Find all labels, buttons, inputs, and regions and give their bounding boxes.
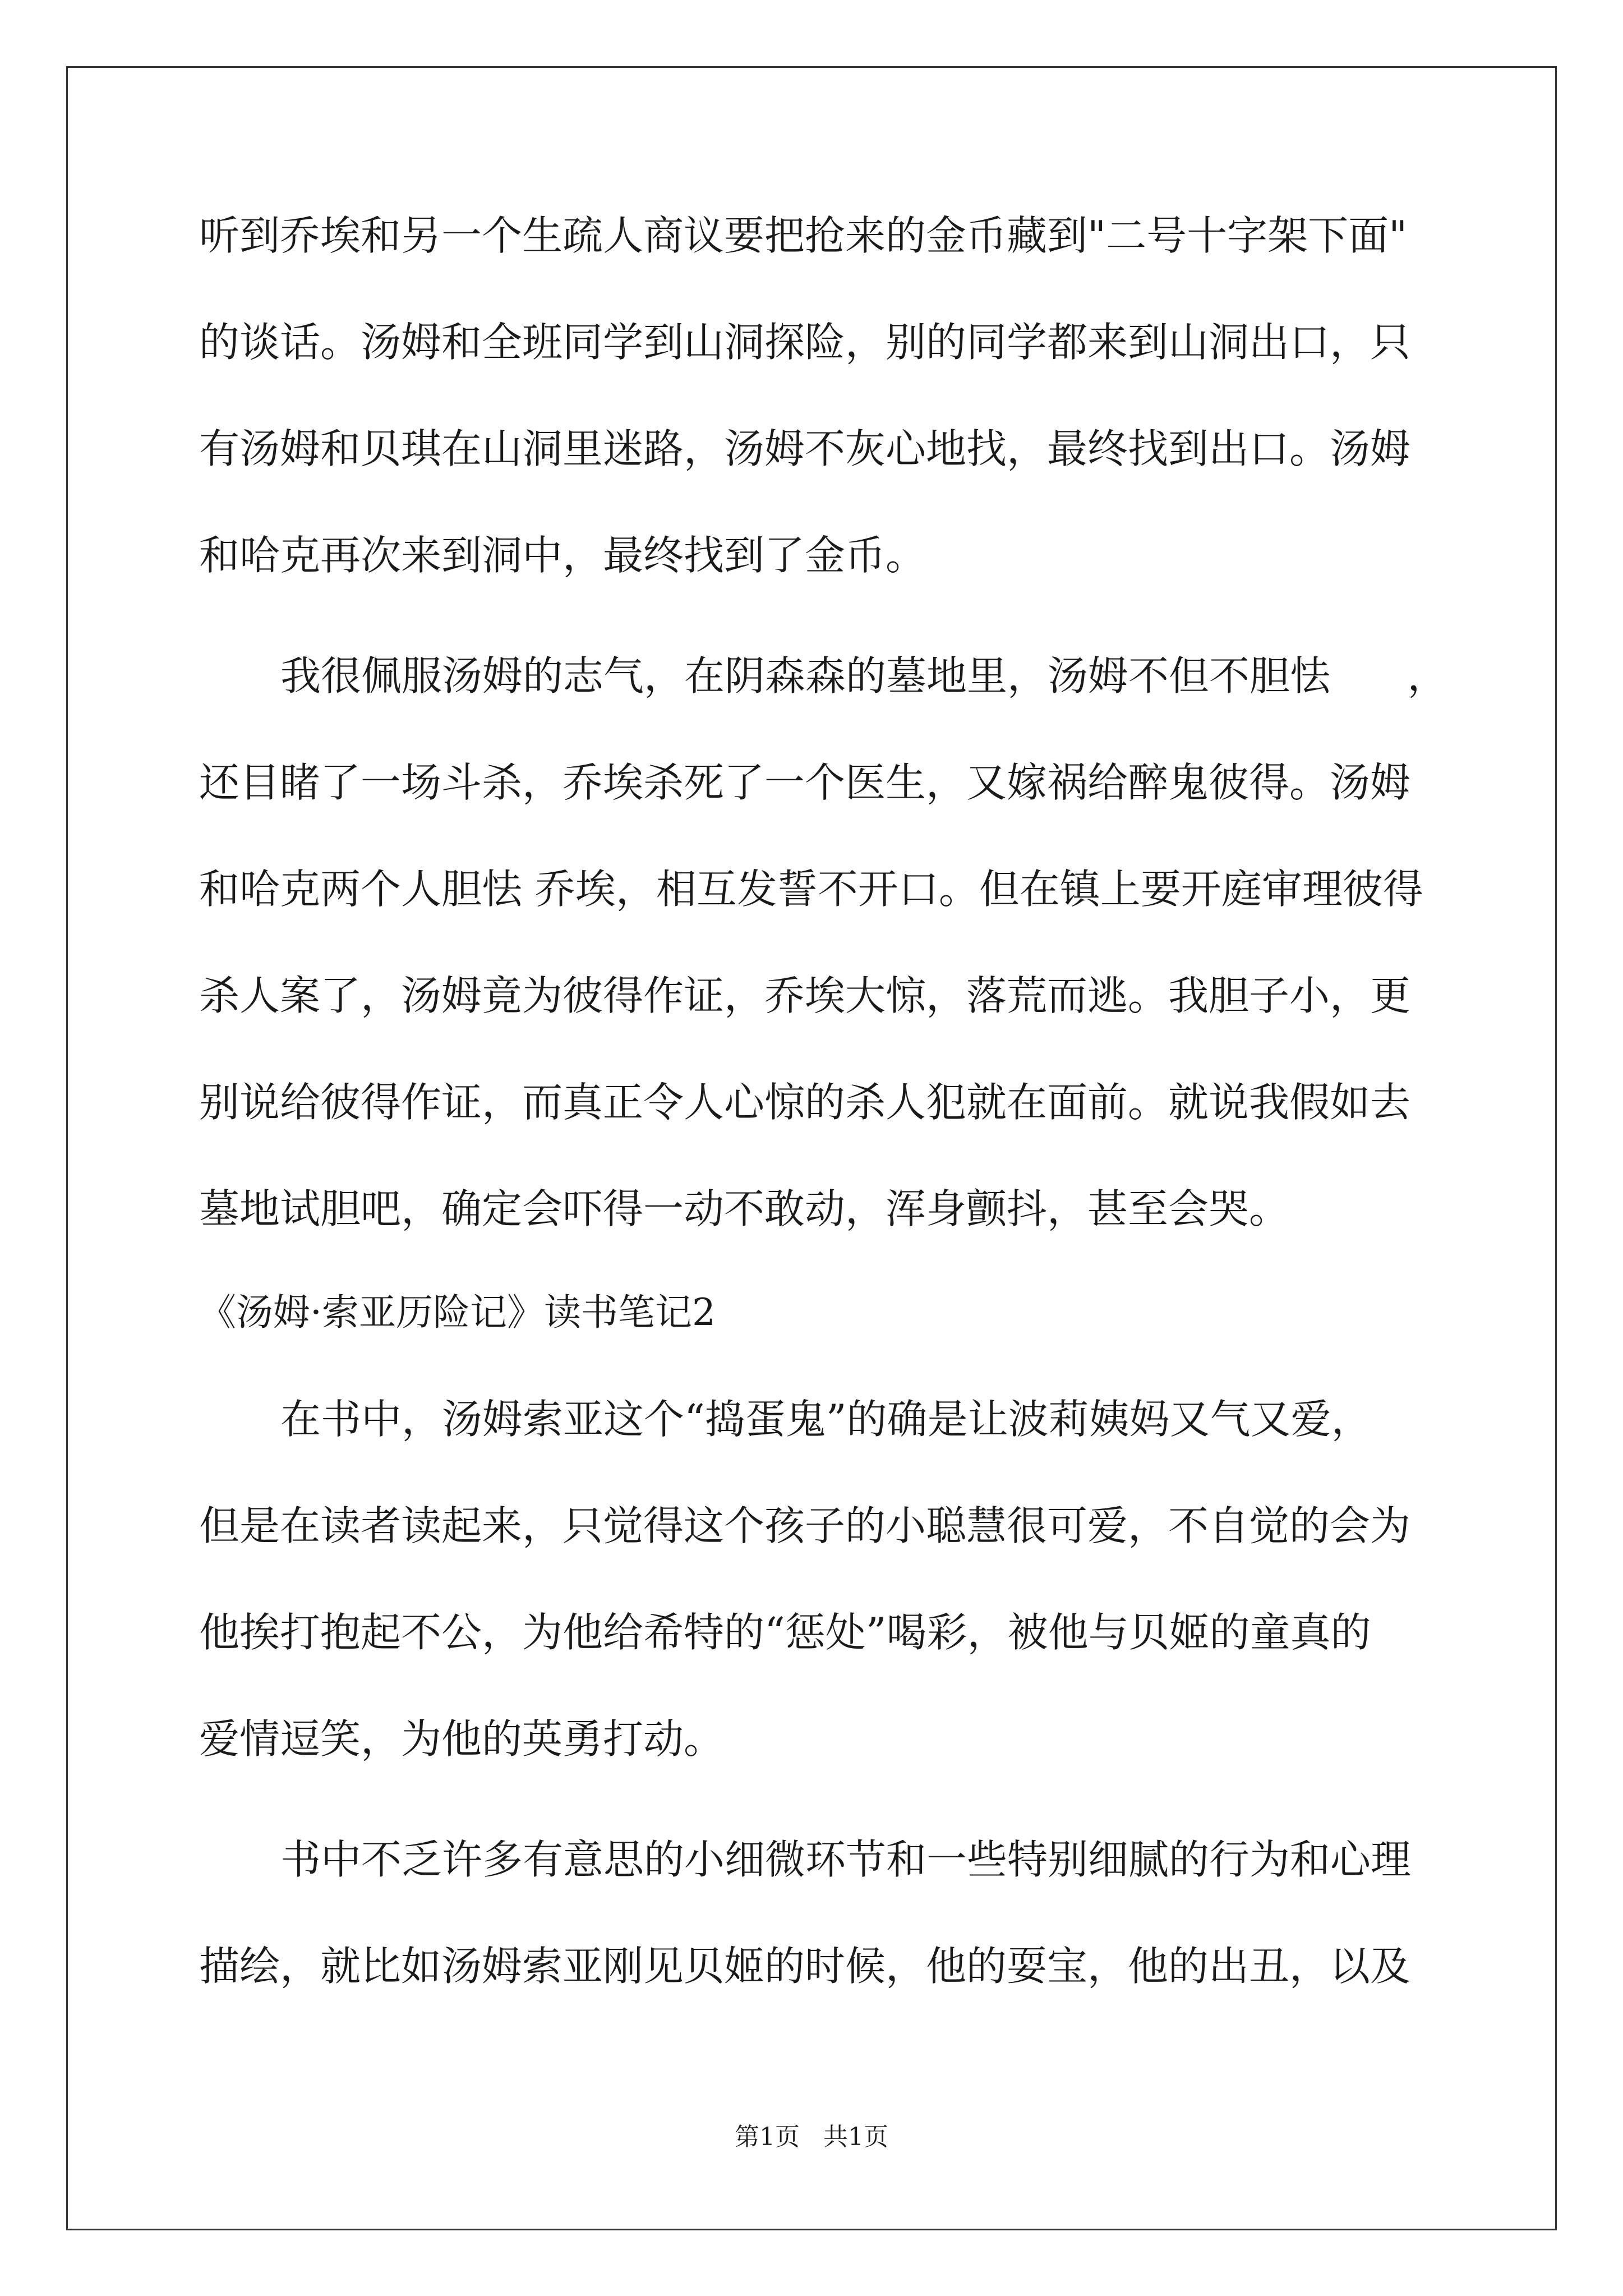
text-line: 杀人案了，汤姆竟为彼得作证，乔埃大惊，落荒而逃。我胆子小，更 [199, 972, 1411, 1019]
text-line: 他挨打抱起不公，为他给希特的“惩处”喝彩，被他与贝姬的童真的 [199, 1609, 1371, 1656]
text-line: 和哈克两个人胆怯 乔埃，相互发誓不开口。但在镇上要开庭审理彼得 [199, 866, 1423, 913]
page-footer: 第1页 共1页 [735, 2123, 888, 2151]
text-line: 有汤姆和贝琪在山洞里迷路，汤姆不灰心地找，最终找到出口。汤姆 [199, 425, 1411, 472]
text-line: 的谈话。汤姆和全班同学到山洞探险，别的同学都来到山洞出口，只 [199, 319, 1411, 366]
paragraph-start: 我很佩服汤姆的志气，在阴森森的墓地里，汤姆不但不胆怯 ， [280, 652, 1448, 700]
text-line: 但是在读者读起来，只觉得这个孩子的小聪慧很可爱，不自觉的会为 [199, 1502, 1411, 1549]
text-line: 听到乔埃和另一个生疏人商议要把抢来的金币藏到"二号十字架下面" [199, 212, 1408, 259]
text-line: 描绘，就比如汤姆索亚刚见贝姬的时候，他的耍宝，他的出丑，以及 [199, 1943, 1411, 1990]
text-line: 和哈克再次来到洞中，最终找到了金币。 [199, 532, 926, 579]
paragraph-start: 在书中，汤姆索亚这个“捣蛋鬼”的确是让波莉姨妈又气又爱， [280, 1396, 1372, 1443]
text-line: 还目睹了一场斗杀，乔埃杀死了一个医生，又嫁祸给醉鬼彼得。汤姆 [199, 759, 1411, 806]
section-heading: 《汤姆·索亚历险记》读书笔记2 [199, 1291, 716, 1334]
text-line: 别说给彼得作证，而真正令人心惊的杀人犯就在面前。就说我假如去 [199, 1079, 1411, 1126]
text-line: 墓地试胆吧，确定会吓得一动不敢动，浑身颤抖，甚至会哭。 [199, 1185, 1290, 1232]
paragraph-start: 书中不乏许多有意思的小细微环节和一些特别细腻的行为和心理 [280, 1836, 1412, 1883]
page-border [66, 66, 1557, 2230]
text-line: 爱情逗笑，为他的英勇打动。 [199, 1715, 725, 1763]
